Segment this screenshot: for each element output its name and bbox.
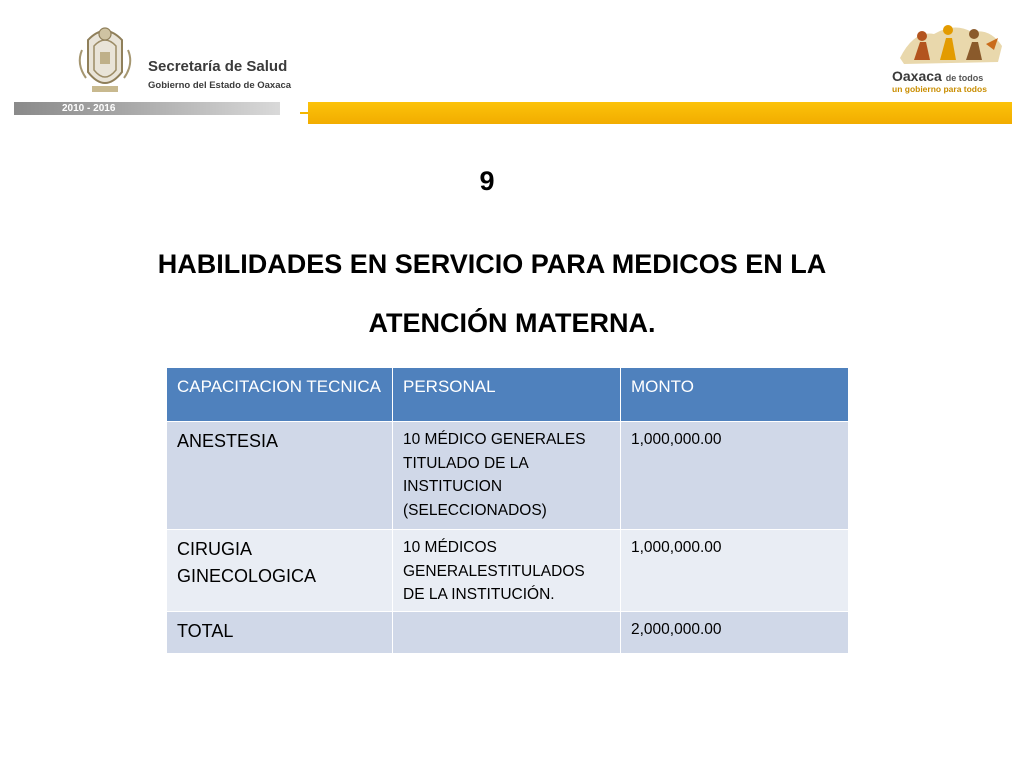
oaxaca-logo-block [890,20,1010,98]
training-table [166,367,849,654]
org-subtitle: Gobierno del Estado de Oaxaca [148,80,292,91]
cell-total-monto: 2,000,000.00 [621,612,849,654]
header-gold-bar [308,102,1012,124]
cell-monto: 1,000,000.00 [621,530,849,612]
period-label: 2010 - 2016 [62,103,116,114]
slide-title-line2: ATENCIÓN MATERNA. [368,308,656,338]
table-row-total [167,612,849,654]
oaxaca-people-logo-icon [894,20,1006,66]
secretaria-logo-block [14,18,292,118]
slide-title-line1: HABILIDADES EN SERVICIO PARA MEDICOS EN LA [157,249,827,279]
cell-capacitacion: CIRUGIA GINECOLOGICA [167,530,393,612]
header-capacitacion: CAPACITACION TECNICA [167,368,393,422]
cell-personal-empty [393,612,621,654]
cell-total-label: TOTAL [167,612,393,654]
table-header-row [167,368,849,422]
brand-tail: de todos [945,73,984,83]
table-row [167,422,849,530]
header-personal: PERSONAL [393,368,621,422]
brand-main: Oaxaca [892,68,942,84]
cell-personal: 10 MÉDICOS GENERALESTITULADOS DE LA INSTITUCIÓN. [393,530,621,612]
cell-personal: 10 MÉDICO GENERALES TITULADO DE LA INSTITUCION (SELECCIONADOS) [393,422,621,530]
table-row [167,530,849,612]
brand-title [892,68,983,84]
training-table-wrapper [166,367,848,654]
brand-subtitle: un gobierno para todos [892,84,987,94]
state-seal-icon [74,20,136,98]
cell-capacitacion: ANESTESIA [167,422,393,530]
period-bar [14,102,280,115]
org-title: Secretaría de Salud [148,58,288,75]
header-monto: MONTO [621,368,849,422]
cell-monto: 1,000,000.00 [621,422,849,530]
slide-number: 9 [479,166,495,196]
